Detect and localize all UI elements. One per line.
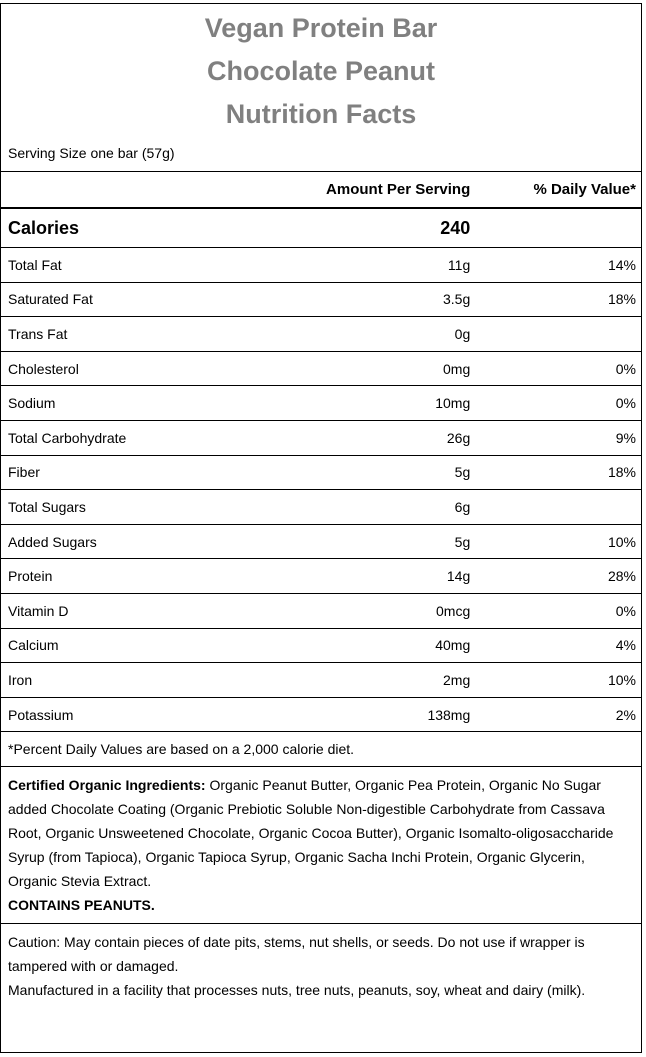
nutrient-daily-value: 0%	[490, 351, 641, 386]
nutrient-name: Saturated Fat	[1, 282, 265, 317]
caution-section	[1, 924, 641, 1008]
ingredients-list: Organic Peanut Butter, Organic Pea Protein, Organic No Sugar added Chocolate Coating (Organic Prebiotic Soluble Non-digestible Carbohydrate from Cassava Root, Organic Unsweetened Chocolate, Organic Cocoa Butter), Organic Isomalto-oligosaccharide Syrup (from Tapioca), Organic Tapioca Syrup, Organic Sacha Inchi Protein, Organic Glycerin, Organic Stevia Extract.	[8, 777, 614, 890]
nutrient-column-header	[1, 172, 265, 208]
nutrient-daily-value: 0%	[490, 593, 641, 628]
nutrient-daily-value: 2%	[490, 697, 641, 732]
nutrient-name: Cholesterol	[1, 351, 265, 386]
nutrient-daily-value: 28%	[490, 559, 641, 594]
nutrient-row	[1, 282, 641, 317]
calories-dv	[490, 208, 641, 248]
nutrient-amount: 10mg	[265, 386, 490, 421]
nutrient-row	[1, 697, 641, 732]
nutrient-name: Total Carbohydrate	[1, 420, 265, 455]
nutrient-amount: 0mcg	[265, 593, 490, 628]
nutrition-table	[1, 172, 641, 732]
nutrient-amount: 5g	[265, 524, 490, 559]
nutrient-name: Added Sugars	[1, 524, 265, 559]
table-header-row	[1, 172, 641, 208]
nutrient-name: Protein	[1, 559, 265, 594]
nutrient-name: Trans Fat	[1, 317, 265, 352]
nutrient-daily-value: 9%	[490, 420, 641, 455]
label-title: Nutrition Facts	[225, 99, 417, 129]
nutrition-label	[0, 3, 642, 1053]
amount-column-header: Amount Per Serving	[265, 172, 490, 208]
nutrient-daily-value: 4%	[490, 628, 641, 663]
nutrient-row	[1, 386, 641, 421]
nutrient-amount: 3.5g	[265, 282, 490, 317]
nutrient-daily-value: 18%	[490, 455, 641, 490]
nutrient-row	[1, 490, 641, 525]
nutrient-row	[1, 317, 641, 352]
nutrient-amount: 40mg	[265, 628, 490, 663]
daily-value-column-header: % Daily Value*	[490, 172, 641, 208]
nutrient-row	[1, 455, 641, 490]
ingredients-section	[1, 767, 641, 924]
nutrient-row	[1, 559, 641, 594]
nutrient-row	[1, 420, 641, 455]
nutrient-name: Calcium	[1, 628, 265, 663]
nutrient-name: Iron	[1, 663, 265, 698]
nutrient-name: Potassium	[1, 697, 265, 732]
nutrient-amount: 0g	[265, 317, 490, 352]
nutrient-daily-value	[490, 490, 641, 525]
nutrient-amount: 6g	[265, 490, 490, 525]
calories-value: 240	[265, 208, 490, 248]
nutrient-amount: 5g	[265, 455, 490, 490]
label-header	[1, 4, 641, 134]
nutrient-row	[1, 248, 641, 283]
nutrient-name: Fiber	[1, 455, 265, 490]
nutrient-row	[1, 351, 641, 386]
ingredients-heading: Certified Organic Ingredients:	[8, 777, 206, 794]
product-name: Vegan Protein Bar	[204, 13, 438, 43]
nutrient-amount: 138mg	[265, 697, 490, 732]
nutrient-daily-value: 10%	[490, 524, 641, 559]
nutrient-name: Vitamin D	[1, 593, 265, 628]
facility-statement: Manufactured in a facility that processes nuts, tree nuts, peanuts, soy, wheat and dairy (milk).	[8, 982, 586, 999]
nutrient-daily-value: 18%	[490, 282, 641, 317]
nutrient-row	[1, 524, 641, 559]
nutrient-daily-value: 14%	[490, 248, 641, 283]
product-flavor: Chocolate Peanut	[206, 56, 436, 86]
caution-text: Caution: May contain pieces of date pits, stems, nut shells, or seeds. Do not use if wrapper is tampered with or damaged.	[8, 934, 585, 975]
calories-label: Calories	[1, 208, 265, 248]
nutrient-amount: 11g	[265, 248, 490, 283]
nutrient-name: Total Sugars	[1, 490, 265, 525]
nutrient-row	[1, 663, 641, 698]
allergen-statement: CONTAINS PEANUTS.	[8, 897, 155, 914]
nutrient-name: Total Fat	[1, 248, 265, 283]
nutrient-daily-value	[490, 317, 641, 352]
nutrient-row	[1, 593, 641, 628]
nutrient-amount: 14g	[265, 559, 490, 594]
nutrient-amount: 0mg	[265, 351, 490, 386]
daily-value-footnote: *Percent Daily Values are based on a 2,000 calorie diet.	[1, 732, 641, 767]
nutrient-row	[1, 628, 641, 663]
nutrient-name: Sodium	[1, 386, 265, 421]
nutrient-amount: 26g	[265, 420, 490, 455]
ingredients-text	[8, 773, 634, 893]
nutrient-daily-value: 0%	[490, 386, 641, 421]
nutrient-amount: 2mg	[265, 663, 490, 698]
calories-row	[1, 208, 641, 248]
nutrient-daily-value: 10%	[490, 663, 641, 698]
serving-size: Serving Size one bar (57g)	[1, 134, 641, 172]
